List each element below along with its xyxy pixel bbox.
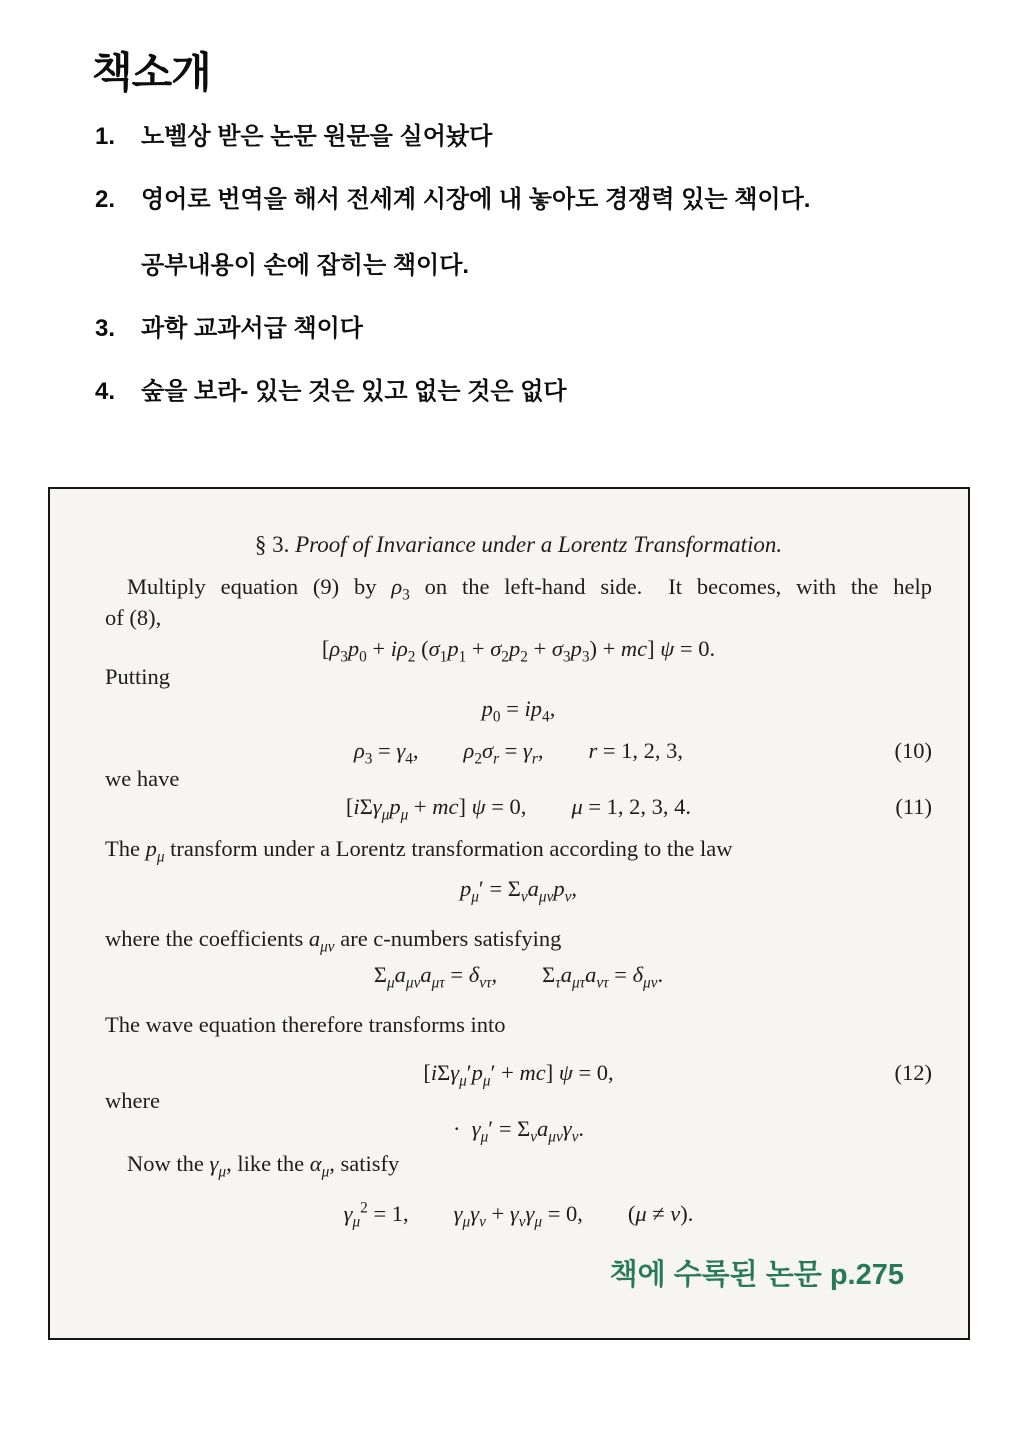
list-item-text: 노벨상 받은 논문 원문을 실어놨다	[141, 123, 493, 150]
paper-paragraph: Now the $\gamma_\mu$, like the $\alpha_\mu$, satisfy	[127, 1151, 400, 1181]
list-item-line: 영어로 번역을 해서 전세계 시장에 내 놓아도 경쟁력 있는 책이다.	[141, 186, 811, 213]
paper-label: we have	[105, 766, 180, 791]
list-item-line: 공부내용이 손에 잡히는 책이다.	[141, 252, 470, 279]
equation-body: $[i\Sigma\gamma_\mu p_\mu + mc] \psi = 0$, μ = 1, 2, 3, 4.	[345, 794, 692, 824]
list-item-number: 1.	[95, 123, 116, 150]
list-item	[95, 122, 955, 152]
paper-paragraph: where the coefficients $a_{\mu\nu}$ are c-numbers satisfying	[105, 926, 562, 956]
paper-label: where	[105, 1088, 160, 1113]
equation-number: (11)	[895, 794, 932, 819]
list-item	[95, 185, 955, 281]
list-item-text: 과학 교과서급 책이다	[141, 315, 363, 342]
scan-caption: 책에 수록된 논문 p.275	[609, 1259, 904, 1291]
paper-equation	[105, 793, 932, 824]
list-item-number: 2.	[95, 186, 116, 213]
list-item-number: 3.	[95, 315, 116, 342]
paper-equation: $p_\mu' = \Sigma_\nu a_{\mu\nu}p_\nu$,	[459, 876, 578, 906]
list-item	[95, 377, 955, 407]
paper-scan-frame	[48, 487, 970, 1340]
page-title: 책소개	[92, 49, 211, 96]
paper-equation	[105, 737, 932, 768]
paper-paragraph: The $p_\mu$ transform under a Lorentz transformation according to the law	[105, 836, 733, 866]
paper-equation: [$\rho_3p_0 + i\rho_2$ $(\sigma_1p_1 + \sigma_2p_2 + \sigma_3p_3) + mc$] ψ = 0.	[321, 636, 716, 666]
paper-equation: $\gamma_\mu^2 = 1$, $\gamma_\mu\gamma_\nu + \gamma_\nu\gamma_\mu = 0$, (μ ≠ ν).	[343, 1199, 694, 1231]
list-item-text: 숲을 보라- 있는 것은 있고 없는 것은 없다	[141, 378, 567, 405]
equation-number: (10)	[894, 738, 932, 763]
paper-label: Putting	[105, 664, 171, 689]
paper-paragraph: The wave equation therefore transforms into	[105, 1012, 506, 1037]
list-item-text	[141, 185, 955, 281]
paper-equation: · $\gamma_\mu' = \Sigma_\nu a_{\mu\nu}\gamma_\nu$.	[452, 1116, 585, 1146]
intro-list	[95, 122, 955, 440]
paper-equation	[105, 1059, 932, 1090]
equation-body: $[i\Sigma\gamma_\mu'p_\mu' + mc] \psi = 0$,	[423, 1060, 614, 1090]
list-item-number: 4.	[95, 378, 116, 405]
paper-paragraph: of (8),	[105, 605, 162, 630]
paper-equation: $p_0 = ip_4$,	[481, 696, 556, 726]
paper-paragraph: Multiply equation (9) by $\rho_3$ on the left-hand side. It becomes, with the help	[127, 574, 932, 604]
paper-equation: $\Sigma_\mu a_{\mu\nu}a_{\mu\tau} = \delta_{\nu\tau}$, $\Sigma_\tau a_{\mu\tau}a_{\nu\tau} = \delta_{\mu\nu}$.	[373, 962, 664, 992]
list-item	[95, 314, 955, 344]
equation-body: $\rho_3 = \gamma_4$, $\rho_2\sigma_r = \gamma_r$, r = 1, 2, 3,	[353, 738, 684, 768]
equation-number: (12)	[894, 1060, 932, 1085]
paper-section-heading: § 3. Proof of Invariance under a Lorentz Transformation.	[254, 532, 783, 557]
